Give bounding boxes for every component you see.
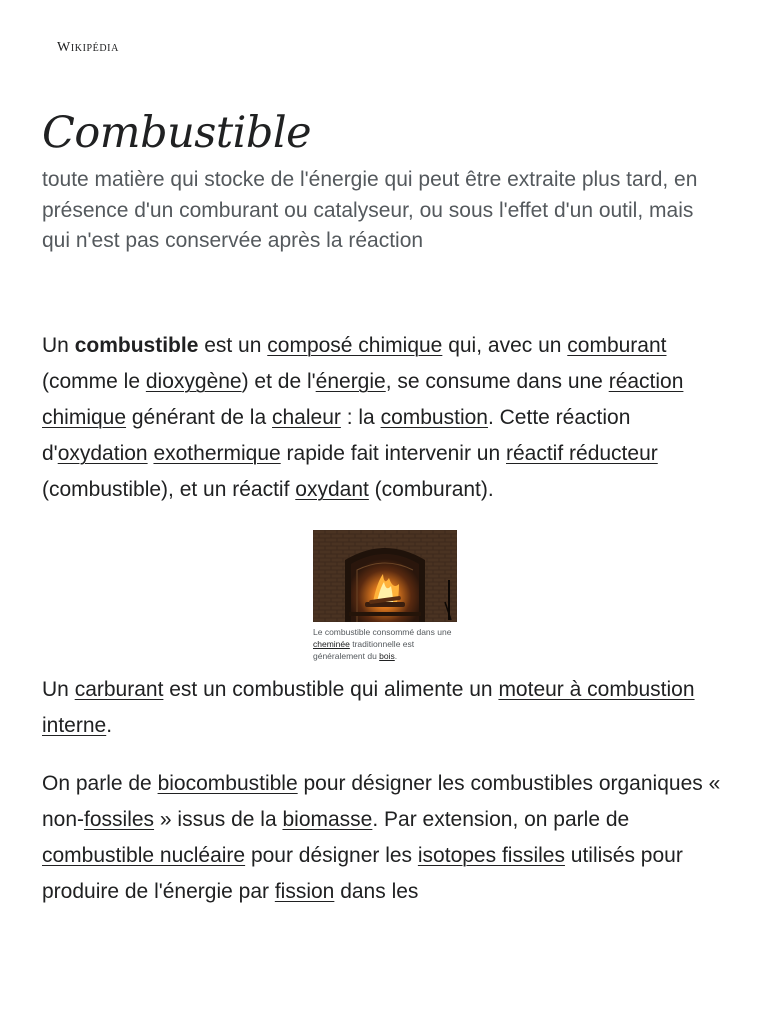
link-carburant[interactable]: carburant [74, 678, 164, 701]
text: , se consume dans une [385, 370, 609, 393]
link-moteur-combustion-interne[interactable]: moteur à combustion interne [42, 678, 695, 737]
text: est un [198, 334, 268, 357]
text: On parle de [42, 772, 158, 795]
link-reactif-reducteur[interactable]: réactif réducteur [506, 442, 658, 465]
link-combustible-nucleaire[interactable]: combustible nucléaire [42, 844, 246, 867]
bold-term: combustible [74, 334, 199, 357]
article-content [42, 328, 728, 910]
link-bois[interactable]: bois [379, 651, 395, 661]
paragraph-intro [42, 328, 728, 508]
text: . Cette réaction d' [42, 406, 631, 465]
text: dans les [334, 880, 419, 903]
link-fossiles[interactable]: fossiles [84, 808, 155, 831]
link-biomasse[interactable]: biomasse [282, 808, 373, 831]
link-compose-chimique[interactable]: composé chimique [267, 334, 443, 357]
link-biocombustible[interactable]: biocombustible [157, 772, 298, 795]
text: ) et de l' [241, 370, 316, 393]
text: (comburant). [368, 478, 494, 501]
text: Un [42, 334, 75, 357]
link-dioxygene[interactable]: dioxygène [145, 370, 242, 393]
link-comburant[interactable]: comburant [567, 334, 667, 357]
link-oxydant[interactable]: oxydant [295, 478, 369, 501]
text: Un [42, 678, 75, 701]
caption-text: . [394, 651, 398, 661]
fireplace-image[interactable] [313, 530, 457, 622]
link-energie[interactable]: énergie [315, 370, 386, 393]
link-oxydation[interactable]: oxydation [57, 442, 148, 465]
page-description: toute matière qui stocke de l'énergie qui peut être extraite plus tard, en présence d'un comburant ou catalyseur, ou sous l'effet d'un outil, mais qui n'est pas conservée après la réaction [42, 168, 698, 252]
text: » issus de la [154, 808, 283, 831]
link-reaction-chimique[interactable]: réaction chimique [42, 370, 684, 429]
text: (comme le [42, 370, 146, 393]
text: rapide fait intervenir un [280, 442, 506, 465]
caption-text: Le combustible consommé dans une [313, 627, 452, 637]
text: pour désigner les [245, 844, 418, 867]
text: générant de la [126, 406, 272, 429]
text: : la [340, 406, 381, 429]
text: qui, avec un [442, 334, 568, 357]
text: utilisés pour produire de l'énergie par [42, 844, 683, 903]
page-title: Combustible [42, 108, 312, 158]
link-combustion[interactable]: combustion [380, 406, 488, 429]
text: . Par extension, on parle de [372, 808, 630, 831]
link-cheminee[interactable]: cheminée [313, 639, 350, 649]
link-chaleur[interactable]: chaleur [272, 406, 341, 429]
text: est un combustible qui alimente un [163, 678, 499, 701]
figure-caption [313, 626, 457, 662]
link-isotopes-fissiles[interactable]: isotopes fissiles [417, 844, 565, 867]
link-exothermique[interactable]: exothermique [153, 442, 281, 465]
text: (combustible), et un réactif [42, 478, 296, 501]
figure-fireplace [313, 530, 457, 662]
text: . [106, 714, 113, 737]
text: pour désigner les combustibles organiques « non- [42, 772, 721, 831]
wikipedia-wordmark[interactable]: Wikipédia [57, 40, 119, 55]
paragraph-carburant [42, 672, 728, 744]
caption-text: traditionnelle est généralement du [313, 639, 415, 661]
link-fission[interactable]: fission [274, 880, 335, 903]
paragraph-biocombustible [42, 766, 728, 910]
